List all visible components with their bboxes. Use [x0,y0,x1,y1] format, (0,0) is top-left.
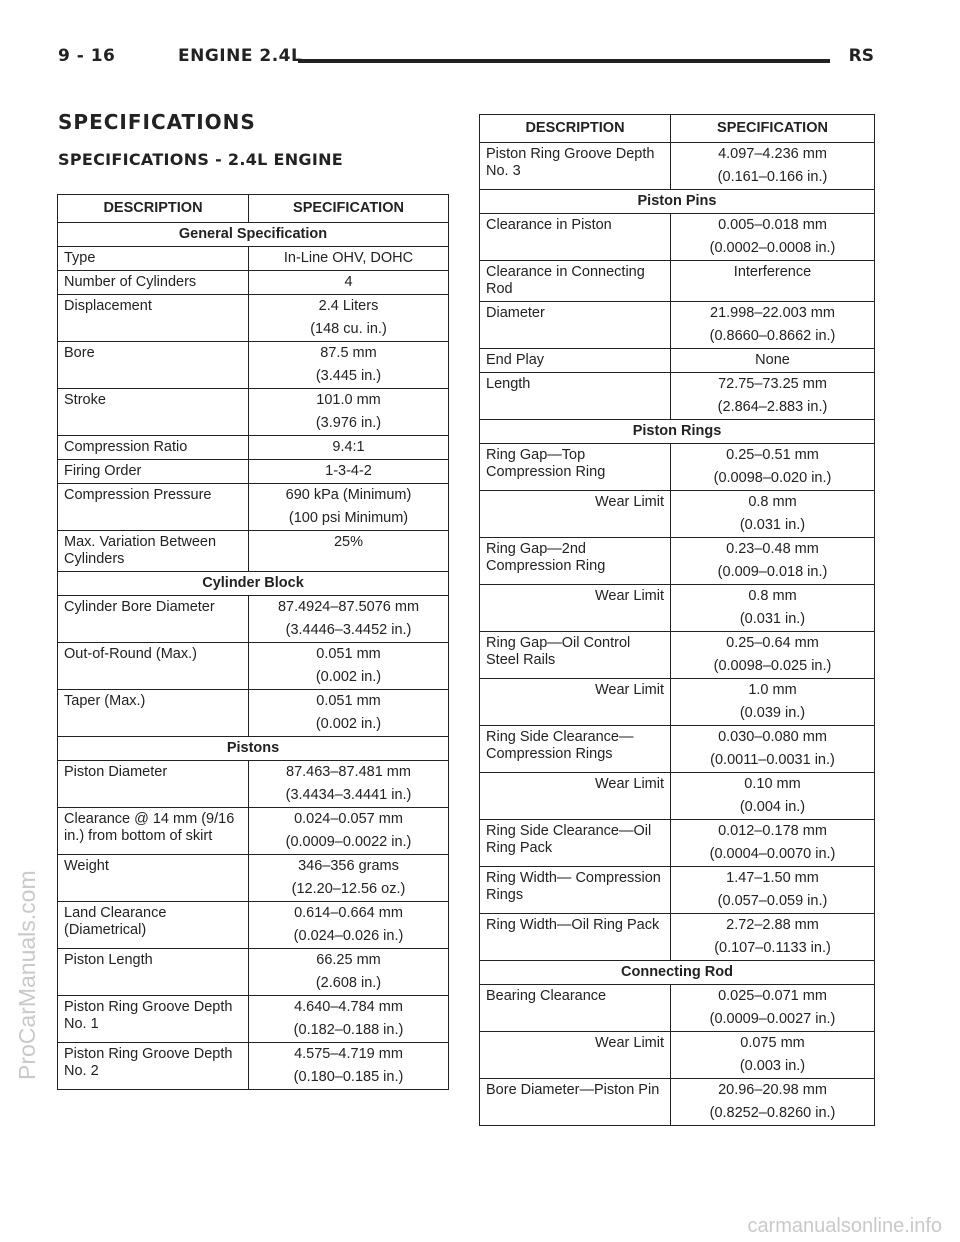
table-row [58,389,449,436]
specification-cell [249,808,449,855]
description-cell: Bore Diameter—Piston Pin [480,1079,671,1126]
table-row [58,690,449,737]
description-cell: Stroke [58,389,249,436]
page-header [58,46,874,74]
section-heading: Piston Pins [480,190,875,214]
col-specification-header: SPECIFICATION [249,195,449,223]
specification-cell [249,436,449,460]
table-row [480,1079,875,1126]
spec-value: 66.25 mm [316,952,381,968]
description-cell: Length [480,373,671,420]
specification-cell [249,761,449,808]
table-row [58,761,449,808]
description-cell: Bearing Clearance [480,985,671,1032]
specification-cell [671,143,875,190]
specification-cell [671,679,875,726]
spec-value-imperial: (0.057–0.059 in.) [717,893,828,909]
spec-value: 2.72–2.88 mm [726,917,819,933]
section-row [480,190,875,214]
table-row [480,349,875,373]
spec-value: 0.10 mm [744,776,801,792]
table-row [58,271,449,295]
description-cell: Clearance in Connecting Rod [480,261,671,302]
spec-value-imperial: (0.002 in.) [315,716,382,732]
description-cell: Ring Gap—Oil Control Steel Rails [480,632,671,679]
description-cell: Wear Limit [480,773,671,820]
spec-value-imperial: (0.002 in.) [315,669,382,685]
specification-cell [671,349,875,373]
table-row [58,643,449,690]
spec-value: 87.463–87.481 mm [286,764,411,780]
section-row [480,961,875,985]
spec-value-imperial: (0.031 in.) [739,611,806,627]
spec-value: 0.25–0.64 mm [726,635,819,651]
section-heading: Connecting Rod [480,961,875,985]
table-row [58,295,449,342]
table-row [480,985,875,1032]
spec-value-imperial: (148 cu. in.) [310,321,387,337]
table-row [58,996,449,1043]
spec-value-imperial: (0.161–0.166 in.) [717,169,828,185]
description-cell: Clearance @ 14 mm (9/16 in.) from bottom of skirt [58,808,249,855]
table-row [480,444,875,491]
table-row [480,773,875,820]
description-cell: Clearance in Piston [480,214,671,261]
spec-value: 0.075 mm [740,1035,805,1051]
spec-value: 20.96–20.98 mm [718,1082,827,1098]
specification-cell [249,596,449,643]
spec-value: 4 [344,274,353,290]
spec-value-imperial: (0.0098–0.020 in.) [713,470,832,486]
section-row [480,420,875,444]
spec-value: 0.25–0.51 mm [726,447,819,463]
specification-cell [671,867,875,914]
specification-cell [249,949,449,996]
table-row [58,342,449,389]
description-cell: Wear Limit [480,585,671,632]
spec-value: 25% [333,534,364,550]
section-heading: General Specification [58,223,449,247]
specification-cell [671,214,875,261]
spec-value: In-Line OHV, DOHC [283,250,414,266]
specification-cell [671,632,875,679]
spec-value-imperial: (2.864–2.883 in.) [717,399,828,415]
spec-value: 21.998–22.003 mm [710,305,835,321]
description-cell: Piston Ring Groove Depth No. 1 [58,996,249,1043]
description-cell: Ring Width— Compression Rings [480,867,671,914]
spec-value: 346–356 grams [298,858,399,874]
spec-value: 72.75–73.25 mm [718,376,827,392]
specification-cell [249,1043,449,1090]
description-cell: Weight [58,855,249,902]
spec-table-right-body [480,143,875,1126]
description-cell: Ring Side Clearance— Compression Rings [480,726,671,773]
description-cell: Cylinder Bore Diameter [58,596,249,643]
spec-value: 2.4 Liters [318,298,379,314]
spec-value-imperial: (0.0002–0.0008 in.) [709,240,836,256]
table-row [480,143,875,190]
specification-cell [249,855,449,902]
table-row [480,261,875,302]
table-row [480,914,875,961]
spec-value-imperial: (0.003 in.) [739,1058,806,1074]
model-code: RS [848,46,874,66]
specification-cell [671,914,875,961]
description-cell: Out-of-Round (Max.) [58,643,249,690]
table-row [58,1043,449,1090]
spec-value: 4.097–4.236 mm [718,146,827,162]
specification-cell [249,460,449,484]
description-cell: Piston Ring Groove Depth No. 2 [58,1043,249,1090]
table-row [58,531,449,572]
spec-table-left [57,194,449,1090]
description-cell: Diameter [480,302,671,349]
spec-table-left-body [58,223,449,1090]
spec-value-imperial: (0.024–0.026 in.) [293,928,404,944]
description-cell: Piston Length [58,949,249,996]
spec-value: 0.024–0.057 mm [294,811,403,827]
spec-value-imperial: (0.004 in.) [739,799,806,815]
description-cell: Piston Ring Groove Depth No. 3 [480,143,671,190]
spec-value-imperial: (0.180–0.185 in.) [293,1069,404,1085]
table-row [480,632,875,679]
section-name: ENGINE 2.4L [178,46,303,66]
specification-cell [249,690,449,737]
specification-cell [249,271,449,295]
spec-value: None [755,352,790,368]
spec-value: 0.23–0.48 mm [726,541,819,557]
specification-cell [249,531,449,572]
section-row [58,737,449,761]
section-row [58,223,449,247]
table-row [58,460,449,484]
specification-cell [249,643,449,690]
specification-cell [671,1032,875,1079]
spec-value-imperial: (3.976 in.) [315,415,382,431]
description-cell: Ring Width—Oil Ring Pack [480,914,671,961]
table-row [58,484,449,531]
spec-value: 0.051 mm [316,646,381,662]
spec-value: 4.640–4.784 mm [294,999,403,1015]
spec-value: 0.051 mm [316,693,381,709]
spec-value: 690 kPa (Minimum) [285,487,412,503]
spec-value: Interference [733,264,812,280]
spec-value-imperial: (100 psi Minimum) [288,510,409,526]
description-cell: Bore [58,342,249,389]
specification-cell [671,1079,875,1126]
spec-value: 0.025–0.071 mm [718,988,827,1004]
table-row [480,302,875,349]
spec-value-imperial: (0.8252–0.8260 in.) [709,1105,836,1121]
description-cell: Ring Side Clearance—Oil Ring Pack [480,820,671,867]
table-row [480,726,875,773]
spec-value-imperial: (0.0009–0.0022 in.) [285,834,412,850]
spec-value-imperial: (0.107–0.1133 in.) [714,940,831,956]
specification-cell [671,538,875,585]
spec-value-imperial: (0.182–0.188 in.) [293,1022,404,1038]
spec-table-right [479,114,875,1126]
section-heading: Piston Rings [480,420,875,444]
specification-cell [671,985,875,1032]
spec-value: 101.0 mm [316,392,381,408]
spec-value: 0.8 mm [748,588,797,604]
description-cell: Compression Ratio [58,436,249,460]
table-row [480,373,875,420]
specification-cell [249,295,449,342]
spec-value: 0.012–0.178 mm [718,823,827,839]
table-row [480,538,875,585]
specification-cell [671,444,875,491]
spec-value: 0.8 mm [748,494,797,510]
description-cell: Number of Cylinders [58,271,249,295]
spec-value-imperial: (3.445 in.) [315,368,382,384]
description-cell: Wear Limit [480,491,671,538]
table-header-row [58,195,449,223]
description-cell: Firing Order [58,460,249,484]
col-description-header: DESCRIPTION [58,195,249,223]
spec-value: 0.030–0.080 mm [718,729,827,745]
spec-value-imperial: (3.4446–3.4452 in.) [285,622,412,638]
spec-value-imperial: (0.031 in.) [739,517,806,533]
specification-cell [671,491,875,538]
description-cell: Max. Variation Between Cylinders [58,531,249,572]
specification-cell [671,773,875,820]
spec-value: 87.4924–87.5076 mm [277,599,420,615]
table-row [58,855,449,902]
description-cell: Displacement [58,295,249,342]
spec-value-imperial: (0.0004–0.0070 in.) [709,846,836,862]
section-heading: Pistons [58,737,449,761]
description-cell: Wear Limit [480,679,671,726]
specification-cell [671,726,875,773]
col-specification-header: SPECIFICATION [671,115,875,143]
table-row [480,820,875,867]
page-number: 9 - 16 [58,46,116,66]
spec-value: 1.0 mm [748,682,797,698]
spec-value-imperial: (0.009–0.018 in.) [717,564,828,580]
table-row [480,679,875,726]
spec-value: 4.575–4.719 mm [294,1046,403,1062]
specification-cell [249,902,449,949]
specification-cell [249,342,449,389]
spec-value-imperial: (0.039 in.) [739,705,806,721]
table-row [480,585,875,632]
specification-cell [671,261,875,302]
description-cell: Piston Diameter [58,761,249,808]
specification-cell [249,389,449,436]
spec-value-imperial: (12.20–12.56 oz.) [291,881,406,897]
description-cell: Land Clearance (Diametrical) [58,902,249,949]
description-cell: Taper (Max.) [58,690,249,737]
table-row [58,436,449,460]
section-heading: Cylinder Block [58,572,449,596]
table-row [480,1032,875,1079]
spec-value: 87.5 mm [320,345,377,361]
specification-cell [671,820,875,867]
spec-value-imperial: (0.0098–0.025 in.) [713,658,832,674]
footer-watermark: carmanualsonline.info [747,1215,942,1237]
table-row [480,491,875,538]
spec-value-imperial: (0.0011–0.0031 in.) [710,752,835,768]
table-row [480,867,875,914]
description-cell: End Play [480,349,671,373]
specification-cell [671,585,875,632]
spec-value-imperial: (0.0009–0.0027 in.) [709,1011,836,1027]
table-row [480,214,875,261]
spec-value-imperial: (2.608 in.) [315,975,382,991]
specification-cell [249,247,449,271]
page-subtitle: SPECIFICATIONS - 2.4L ENGINE [58,150,344,169]
table-row [58,949,449,996]
description-cell: Wear Limit [480,1032,671,1079]
spec-value-imperial: (0.8660–0.8662 in.) [709,328,836,344]
table-row [58,247,449,271]
spec-value: 0.614–0.664 mm [294,905,403,921]
col-description-header: DESCRIPTION [480,115,671,143]
table-header-row [480,115,875,143]
spec-value: 1-3-4-2 [325,463,372,479]
table-row [58,596,449,643]
description-cell: Ring Gap—Top Compression Ring [480,444,671,491]
spec-value: 9.4:1 [332,439,365,455]
header-rule [298,59,830,63]
description-cell: Type [58,247,249,271]
description-cell: Compression Pressure [58,484,249,531]
table-row [58,902,449,949]
spec-value: 0.005–0.018 mm [718,217,827,233]
page-title: SPECIFICATIONS [58,110,256,134]
spec-value-imperial: (3.4434–3.4441 in.) [285,787,412,803]
specification-cell [249,484,449,531]
specification-cell [249,996,449,1043]
section-row [58,572,449,596]
specification-cell [671,373,875,420]
spec-value: 1.47–1.50 mm [726,870,819,886]
table-row [58,808,449,855]
specification-cell [671,302,875,349]
description-cell: Ring Gap—2nd Compression Ring [480,538,671,585]
